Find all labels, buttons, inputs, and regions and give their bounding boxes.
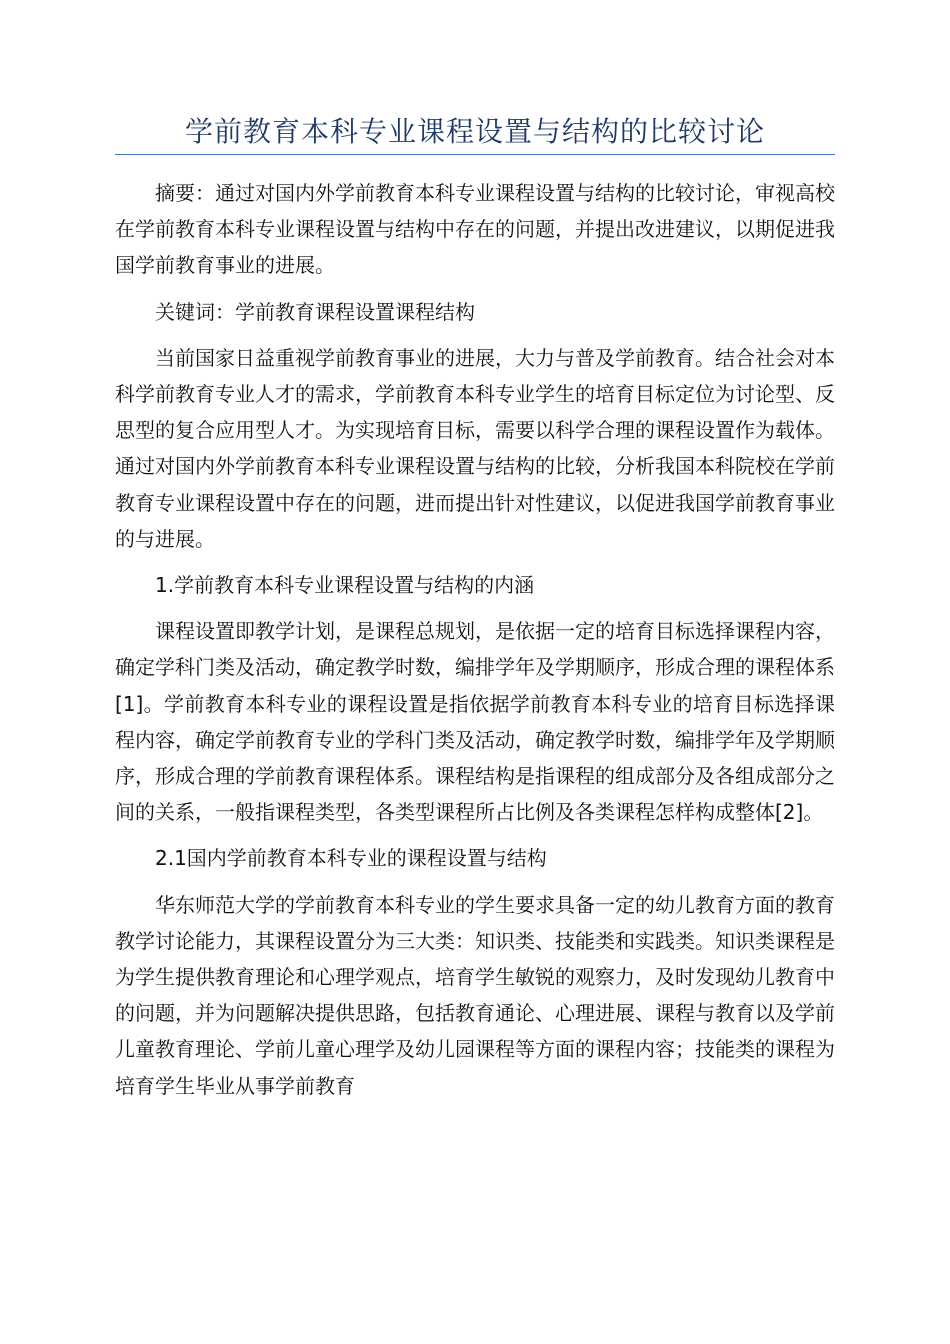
title-underline: [115, 154, 835, 155]
definition-paragraph: 课程设置即教学计划，是课程总规划，是依据一定的培育目标选择课程内容，确定学科门类及活动，确定教学时数，编排学年及学期顺序，形成合理的课程体系[1]。学前教育本科专业的课程设置是指依据学前教育本科专业的培育目标选择课程内容，确定学前教育专业的学科门类及活动，确定教学时数，编排学年及学期顺序，形成合理的学前教育课程体系。课程结构是指课程的组成部分及各组成部分之间的关系，一般指课程类型，各类型课程所占比例及各类课程怎样构成整体[2]。: [115, 619, 835, 825]
document-title: 学前教育本科专业课程设置与结构的比较讨论: [184, 115, 765, 148]
keywords-paragraph: 关键词：学前教育课程设置课程结构: [155, 299, 475, 324]
abstract-paragraph: 摘要：通过对国内外学前教育本科专业课程设置与结构的比较讨论，审视高校在学前教育本科专业课程设置与结构中存在的问题，并提出改进建议，以期促进我国学前教育事业的进展。: [115, 181, 835, 278]
document-body: [115, 175, 835, 1114]
intro-paragraph: 当前国家日益重视学前教育事业的进展，大力与普及学前教育。结合社会对本科学前教育专业人才的需求，学前教育本科专业学生的培育目标定位为讨论型、反思型的复合应用型人才。为实现培育目标，需要以科学合理的课程设置作为载体。通过对国内外学前教育本科专业课程设置与结构的比较，分析我国本科院校在学前教育专业课程设置中存在的问题，进而提出针对性建议，以促进我国学前教育事业的与进展。: [115, 345, 835, 551]
section-heading-1: 1.学前教育本科专业课程设置与结构的内涵: [155, 573, 535, 598]
ecnu-paragraph: 华东师范大学的学前教育本科专业的学生要求具备一定的幼儿教育方面的教育教学讨论能力，其课程设置分为三大类：知识类、技能类和实践类。知识类课程是为学生提供教育理论和心理学观点，培育学生敏锐的观察力，及时发现幼儿教育中的问题，并为问题解决提供思路，包括教育通论、心理进展、课程与教育以及学前儿童教育理论、学前儿童心理学及幼儿园课程等方面的课程内容；技能类的课程为培育学生毕业从事学前教育: [115, 892, 835, 1098]
section-heading-2-1: 2.1国内学前教育本科专业的课程设置与结构: [155, 846, 547, 871]
